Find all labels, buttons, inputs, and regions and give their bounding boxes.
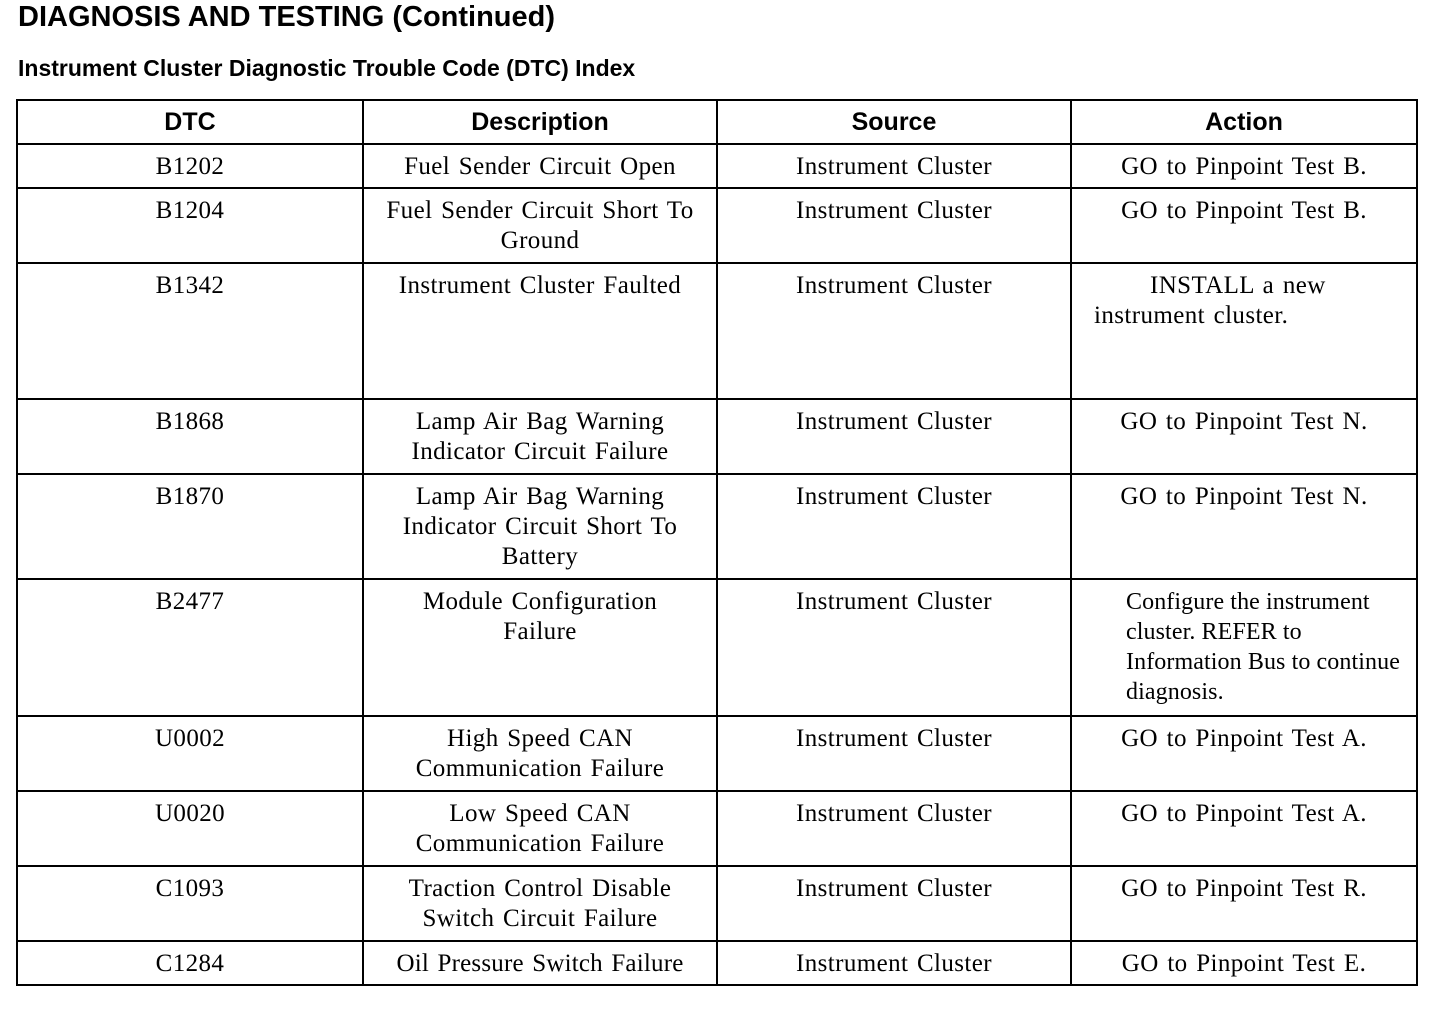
table-row [17,144,1417,188]
table-row [17,941,1417,985]
dtc-action: GO to Pinpoint Test A. [1071,791,1417,866]
dtc-code: C1093 [17,866,363,941]
dtc-source: Instrument Cluster [717,941,1071,985]
dtc-index-table [16,99,1418,986]
table-row [17,716,1417,791]
dtc-action: GO to Pinpoint Test A. [1071,716,1417,791]
dtc-action: GO to Pinpoint Test B. [1071,144,1417,188]
dtc-code: U0020 [17,791,363,866]
table-row [17,474,1417,579]
dtc-code: B1342 [17,263,363,399]
dtc-code: B2477 [17,579,363,716]
dtc-source: Instrument Cluster [717,866,1071,941]
dtc-action: GO to Pinpoint Test E. [1071,941,1417,985]
dtc-source: Instrument Cluster [717,579,1071,716]
column-header-dtc: DTC [17,100,363,144]
dtc-code: C1284 [17,941,363,985]
dtc-code: U0002 [17,716,363,791]
dtc-source: Instrument Cluster [717,144,1071,188]
dtc-code: B1868 [17,399,363,474]
dtc-source: Instrument Cluster [717,791,1071,866]
column-header-action: Action [1071,100,1417,144]
dtc-description: Module Configuration Failure [363,579,717,716]
dtc-code: B1870 [17,474,363,579]
dtc-description: Instrument Cluster Faulted [363,263,717,399]
column-header-source: Source [717,100,1071,144]
column-header-description: Description [363,100,717,144]
dtc-description: Fuel Sender Circuit Open [363,144,717,188]
dtc-source: Instrument Cluster [717,263,1071,399]
dtc-description: Fuel Sender Circuit Short To Ground [363,188,717,263]
dtc-description: Low Speed CAN Communication Failure [363,791,717,866]
dtc-description: Lamp Air Bag Warning Indicator Circuit Short To Battery [363,474,717,579]
dtc-description: Lamp Air Bag Warning Indicator Circuit Failure [363,399,717,474]
table-row [17,263,1417,399]
dtc-action: INSTALL a new instrument cluster. [1071,263,1417,399]
dtc-action: GO to Pinpoint Test B. [1071,188,1417,263]
page-heading: DIAGNOSIS AND TESTING (Continued) [18,1,556,33]
table-row [17,791,1417,866]
dtc-code: B1204 [17,188,363,263]
dtc-description: High Speed CAN Communication Failure [363,716,717,791]
dtc-action: Configure the instrument cluster. REFER to Information Bus to continue diagnosis. [1071,579,1417,716]
dtc-description: Traction Control Disable Switch Circuit Failure [363,866,717,941]
dtc-source: Instrument Cluster [717,399,1071,474]
dtc-source: Instrument Cluster [717,188,1071,263]
table-row [17,399,1417,474]
dtc-code: B1202 [17,144,363,188]
dtc-source: Instrument Cluster [717,474,1071,579]
table-header-row [17,100,1417,144]
dtc-action: GO to Pinpoint Test N. [1071,474,1417,579]
dtc-action: GO to Pinpoint Test R. [1071,866,1417,941]
table-row [17,579,1417,716]
dtc-description: Oil Pressure Switch Failure [363,941,717,985]
table-row [17,866,1417,941]
dtc-action: GO to Pinpoint Test N. [1071,399,1417,474]
table-row [17,188,1417,263]
dtc-source: Instrument Cluster [717,716,1071,791]
table-title: Instrument Cluster Diagnostic Trouble Code (DTC) Index [18,55,636,81]
